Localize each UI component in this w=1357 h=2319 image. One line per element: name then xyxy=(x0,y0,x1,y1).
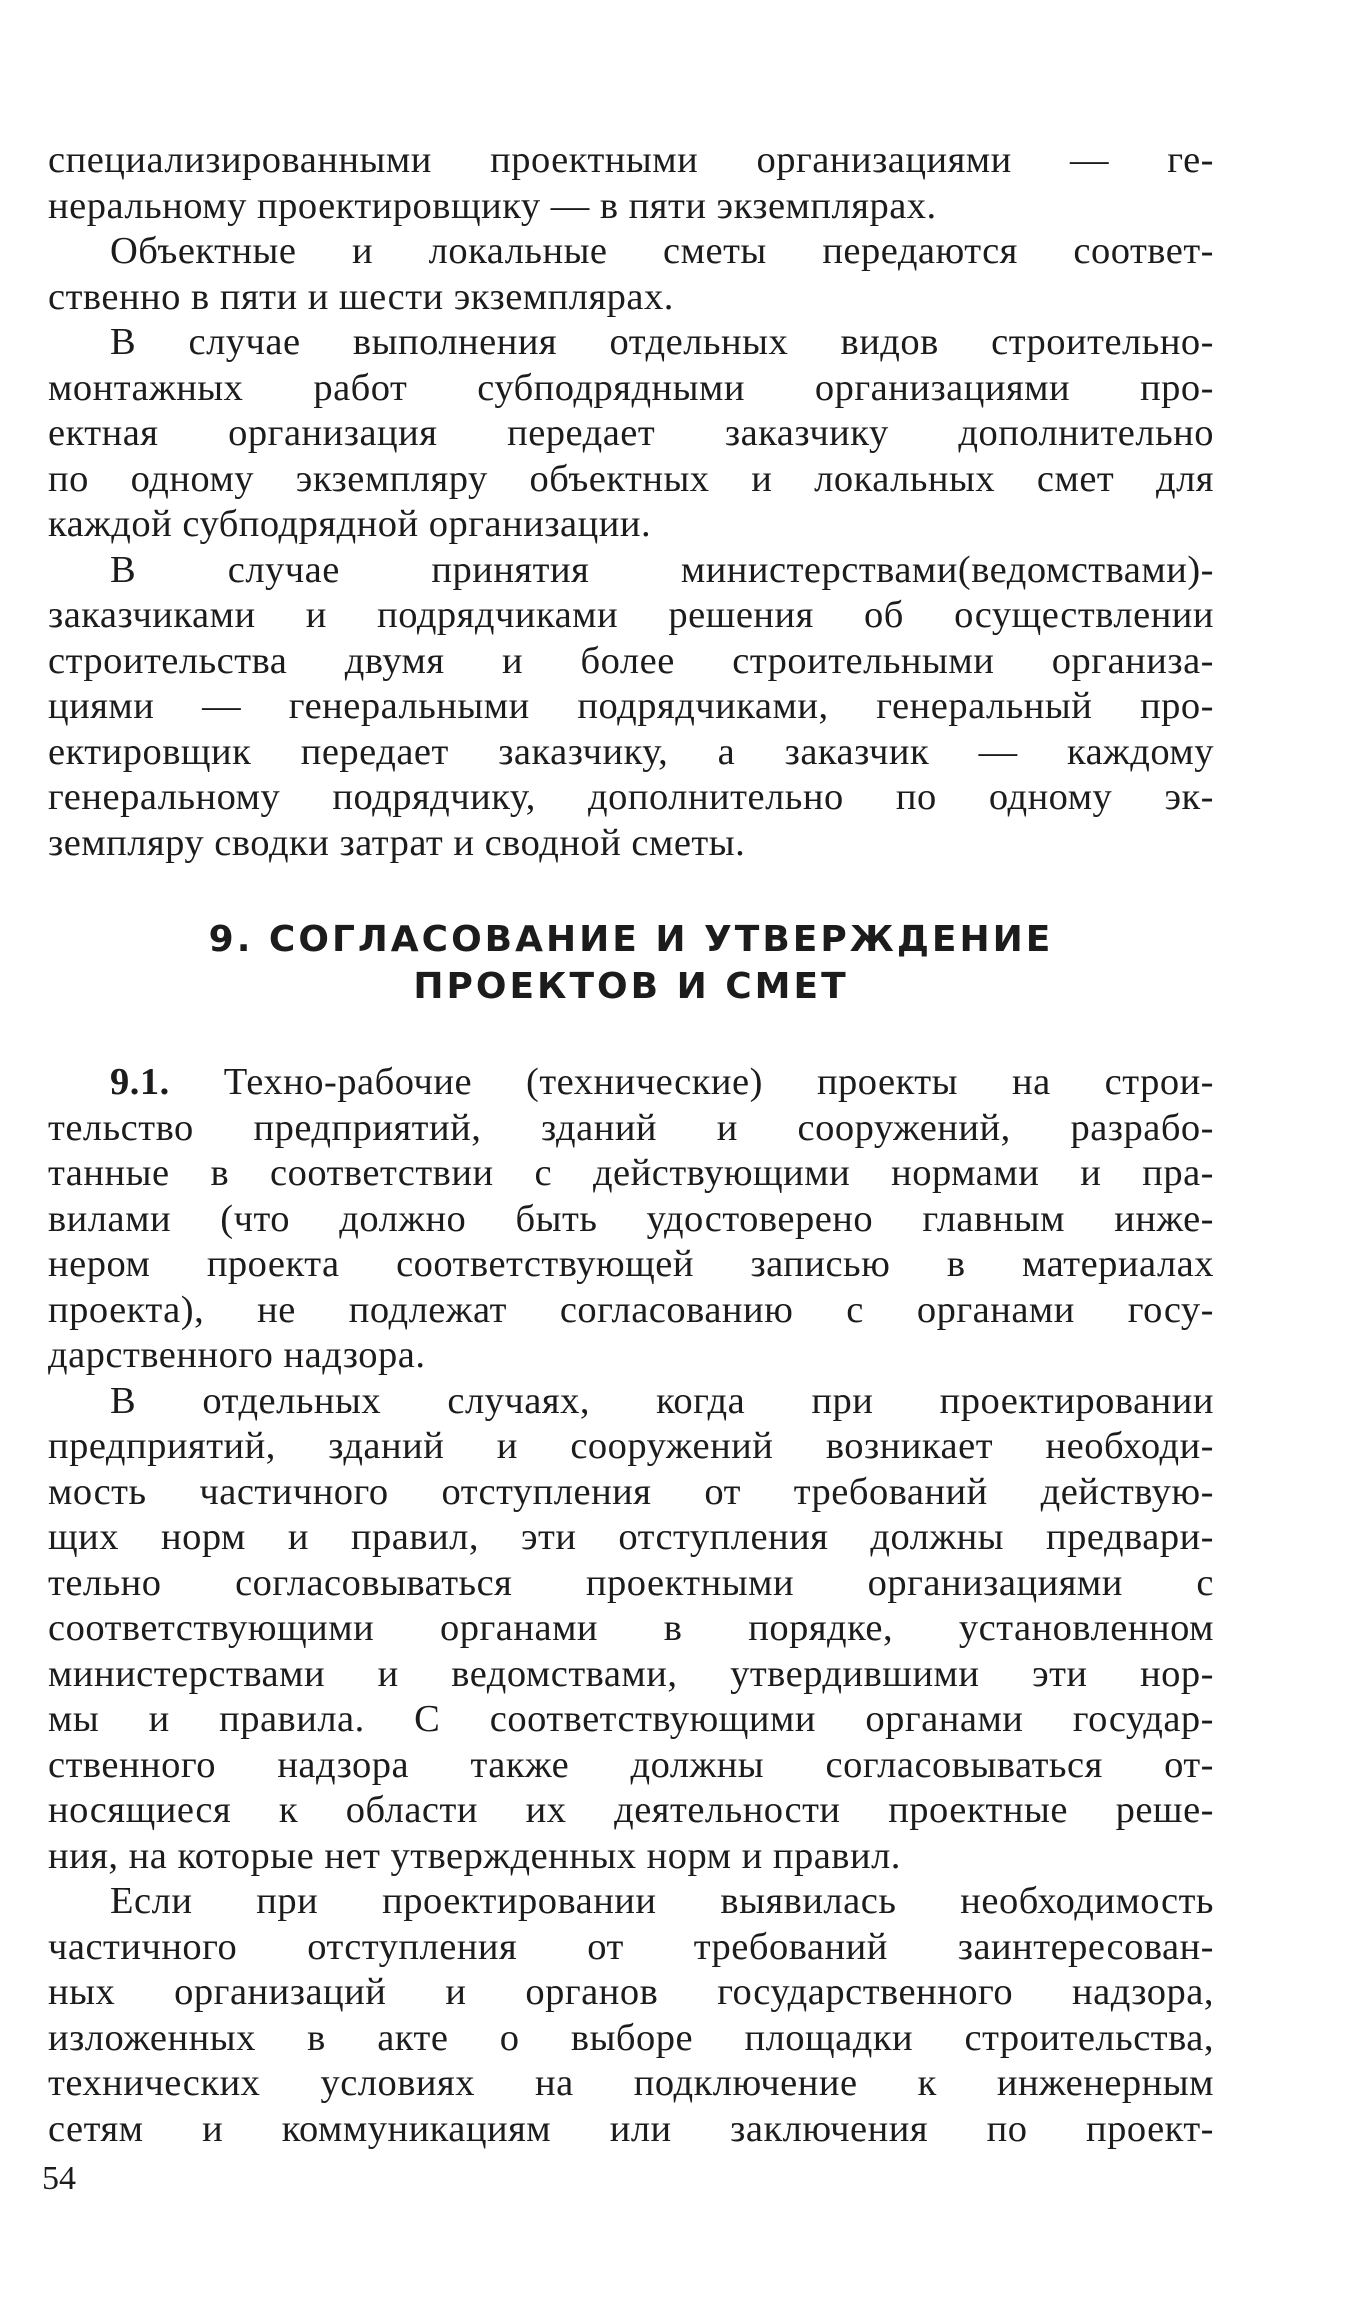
clause-number: 9.1. xyxy=(110,1061,170,1103)
text-line: земпляру сводки затрат и сводной сметы. xyxy=(48,821,746,864)
text-line: сетям и коммуникациям или заключения по проект- xyxy=(48,2107,1214,2150)
text-line: мость частичного отступления от требований действую- xyxy=(48,1470,1214,1513)
text-line: щих норм и правил, эти отступления должны предвари- xyxy=(48,1516,1214,1558)
section-heading xyxy=(48,916,1214,1010)
text-line: танные в соответствии с действующими нормами и пра- xyxy=(48,1152,1214,1194)
text-line: ектировщик передает заказчику, а заказчик — каждому xyxy=(48,730,1214,773)
text-line: В случае принятия министерствами(ведомствами)- xyxy=(110,548,1214,591)
text-line: мы и правила. С соответствующими органами государ- xyxy=(48,1698,1214,1740)
text-line: изложенных в акте о выборе площадки строительства, xyxy=(48,2016,1214,2059)
text-line: каждой субподрядной организации. xyxy=(48,503,652,545)
text-line: частичного отступления от требований заинтересован- xyxy=(48,1925,1214,1968)
text-line xyxy=(48,1060,1214,1106)
text-line: министерствами и ведомствами, утвердившими эти нор- xyxy=(48,1652,1214,1695)
text-line: заказчиками и подрядчиками решения об осуществлении xyxy=(48,594,1214,636)
text-line: специализированными проектными организациями — ге- xyxy=(48,139,1214,181)
text-line: ектная организация передает заказчику дополнительно xyxy=(48,412,1214,454)
text-line: по одному экземпляру объектных и локальных смет для xyxy=(48,457,1214,500)
text-line: В отдельных случаях, когда при проектировании xyxy=(110,1379,1214,1422)
text-line: соответствующими органами в порядке, установленном xyxy=(48,1607,1214,1649)
text-line: Если при проектировании выявилась необходимость xyxy=(110,1880,1214,1922)
paragraph xyxy=(48,548,1214,867)
text-line: проекта), не подлежат согласованию с органами госу- xyxy=(48,1288,1214,1331)
section-heading-line: 9. СОГЛАСОВАНИЕ И УТВЕРЖДЕНИЕ xyxy=(208,919,1054,960)
text-line: ственного надзора также должны согласовываться от- xyxy=(48,1743,1214,1786)
text-line: монтажных работ субподрядными организациями про- xyxy=(48,366,1214,409)
text-line: ственно в пяти и шести экземплярах. xyxy=(48,275,674,318)
text-line: тельно согласовываться проектными организациями с xyxy=(48,1561,1214,1604)
paragraph xyxy=(48,320,1214,548)
text-line: неральному проектировщику — в пяти экземплярах. xyxy=(48,184,937,227)
text-line: технических условиях на подключение к инженерным xyxy=(48,2062,1214,2104)
text-line: генеральному подрядчику, дополнительно по одному эк- xyxy=(48,776,1214,818)
text-line: Объектные и локальные сметы передаются соответ- xyxy=(110,230,1214,272)
text-line: ния, на которые нет утвержденных норм и правил. xyxy=(48,1834,901,1877)
section-heading-line: ПРОЕКТОВ И СМЕТ xyxy=(413,966,849,1007)
text-line: дарственного надзора. xyxy=(48,1334,426,1376)
text-fragment: Техно-рабочие (технические) проекты на строи- xyxy=(169,1061,1214,1103)
text-line: ных организаций и органов государственного надзора, xyxy=(48,1971,1214,2013)
text-line: В случае выполнения отдельных видов строительно- xyxy=(110,321,1214,363)
text-line: вилами (что должно быть удостоверено главным инже- xyxy=(48,1197,1214,1240)
paragraph-continuation xyxy=(48,138,1214,229)
text-line: строительства двумя и более строительными организа- xyxy=(48,639,1214,682)
text-line: тельство предприятий, зданий и сооружений, разрабо- xyxy=(48,1106,1214,1149)
text-line: нером проекта соответствующей записью в материалах xyxy=(48,1243,1214,1285)
document-page xyxy=(48,138,1214,2152)
paragraph xyxy=(48,1379,1214,1880)
paragraph-numbered xyxy=(48,1060,1214,1379)
text-line: носящиеся к области их деятельности проектные реше- xyxy=(48,1789,1214,1831)
paragraph xyxy=(48,229,1214,320)
text-line: предприятий, зданий и сооружений возникает необходи- xyxy=(48,1425,1214,1467)
paragraph xyxy=(48,1879,1214,2152)
text-line: циями — генеральными подрядчиками, генеральный про- xyxy=(48,685,1214,727)
page-number: 54 xyxy=(42,2160,76,2197)
